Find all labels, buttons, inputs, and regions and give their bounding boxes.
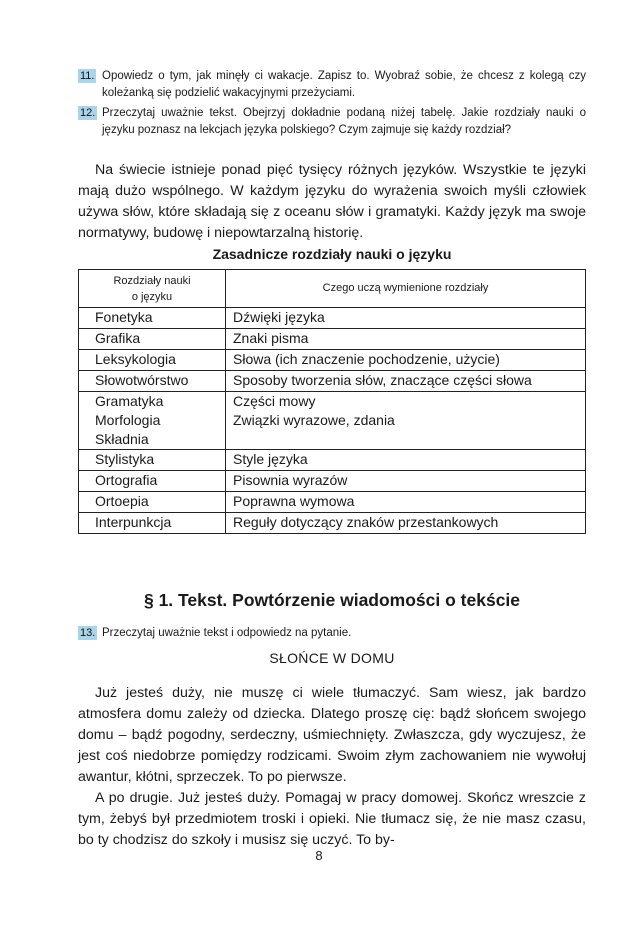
table-row bbox=[79, 308, 586, 329]
story-title: SŁOŃCE W DOMU bbox=[269, 650, 395, 666]
chapter-name: Gramatyka bbox=[95, 393, 164, 409]
table-caption: Zasadnicze rozdziały nauki o języku bbox=[212, 246, 452, 262]
table-row bbox=[79, 450, 586, 471]
story-paragraph: A po drugie. Już jesteś duży. Pomagaj w pracy domowej. Skończ wreszcie z tym, żebyś był przedmiotem troski i opieki. Nie tłumacz się, że nie masz czasu, bo ty chodzisz do szkoły i musisz się uczyć. To by- bbox=[78, 790, 586, 848]
chapter-description: Reguły dotyczący znaków przestankowych bbox=[226, 513, 586, 534]
table-row bbox=[79, 371, 586, 392]
chapter-description: Związki wyrazowe, zdania bbox=[233, 412, 395, 428]
table-header-row bbox=[79, 270, 586, 308]
task-13 bbox=[78, 625, 586, 642]
chapter-name: Słowotwórstwo bbox=[79, 371, 226, 392]
chapter-description: Style języka bbox=[226, 450, 586, 471]
header-chapters: Rozdziały nauki o języku bbox=[79, 270, 226, 308]
chapter-description: Części mowy bbox=[233, 393, 316, 409]
intro-paragraph: Na świecie istnieje ponad pięć tysięcy różnych języków. Wszystkie te języki mają dużo wspólnego. W każdym języku do wyrażenia swoich myśli człowiek używa słów, które składają się z oceanu słów i gramatyki. Każdy język ma swoje normatywy, budowę i niepowtarzalną historię. bbox=[78, 162, 586, 241]
chapter-name: Interpunkcja bbox=[79, 513, 226, 534]
table-row bbox=[79, 350, 586, 371]
chapter-description: Słowa (ich znaczenie pochodzenie, użycie) bbox=[226, 350, 586, 371]
chapter-name: Ortografia bbox=[79, 471, 226, 492]
language-chapters-table bbox=[78, 269, 586, 534]
chapter-name: Morfologia bbox=[95, 412, 161, 428]
chapter-name: Fonetyka bbox=[79, 308, 226, 329]
story-paragraph: Już jesteś duży, nie muszę ci wiele tłumaczyć. Sam wiesz, jak bardzo atmosfera domu zależy od dziecka. Dlatego proszę cię: bądź słońcem swojego domu – bądź pogodny, serdeczny, uśmiechnięty. Zwłaszcza, gdy wyczujesz, że jest coś niedobrze pomiędzy rodzicami. Swoim złym zachowaniem nie wywołuj awantur, kłótni, sprzeczek. To po pierwsze. bbox=[78, 685, 586, 785]
task-number-badge: 12. bbox=[80, 107, 96, 119]
chapter-name: Składnia bbox=[95, 431, 149, 447]
chapter-description: Znaki pisma bbox=[226, 329, 586, 350]
table-row bbox=[79, 392, 586, 450]
chapter-description: Poprawna wymowa bbox=[226, 492, 586, 513]
chapter-name: Ortoepia bbox=[79, 492, 226, 513]
chapter-description: Sposoby tworzenia słów, znaczące części słowa bbox=[226, 371, 586, 392]
chapter-description-group bbox=[226, 392, 586, 450]
table-row bbox=[79, 329, 586, 350]
table-row bbox=[79, 471, 586, 492]
task-text: Opowiedz o tym, jak minęły ci wakacje. Zapisz to. Wyobraź sobie, że chcesz z kolegą czy koleżanką się podzielić wakacyjnymi przeżyciami. bbox=[102, 70, 586, 99]
task-12 bbox=[78, 105, 586, 139]
section-heading: § 1. Tekst. Powtórzenie wiadomości o tekście bbox=[143, 590, 521, 610]
chapter-name: Stylistyka bbox=[79, 450, 226, 471]
page-number: 8 bbox=[315, 848, 323, 863]
task-number-badge: 13. bbox=[80, 627, 96, 639]
task-text: Przeczytaj uważnie tekst i odpowiedz na pytanie. bbox=[102, 627, 352, 639]
header-description: Czego uczą wymienione rozdziały bbox=[226, 270, 586, 308]
chapter-name: Grafika bbox=[79, 329, 226, 350]
chapter-name-group bbox=[79, 392, 226, 450]
chapter-description: Pisownia wyrazów bbox=[226, 471, 586, 492]
task-11 bbox=[78, 68, 586, 102]
chapter-description: Dźwięki języka bbox=[226, 308, 586, 329]
table-row bbox=[79, 492, 586, 513]
task-text: Przeczytaj uważnie tekst. Obejrzyj dokładnie podaną niżej tabelę. Jakie rozdziały nauki o języku poznasz na lekcjach języka polskiego? Czym zajmuje się każdy rozdział? bbox=[102, 107, 586, 136]
chapter-name: Leksykologia bbox=[79, 350, 226, 371]
task-number-badge: 11. bbox=[80, 70, 95, 82]
table-row bbox=[79, 513, 586, 534]
